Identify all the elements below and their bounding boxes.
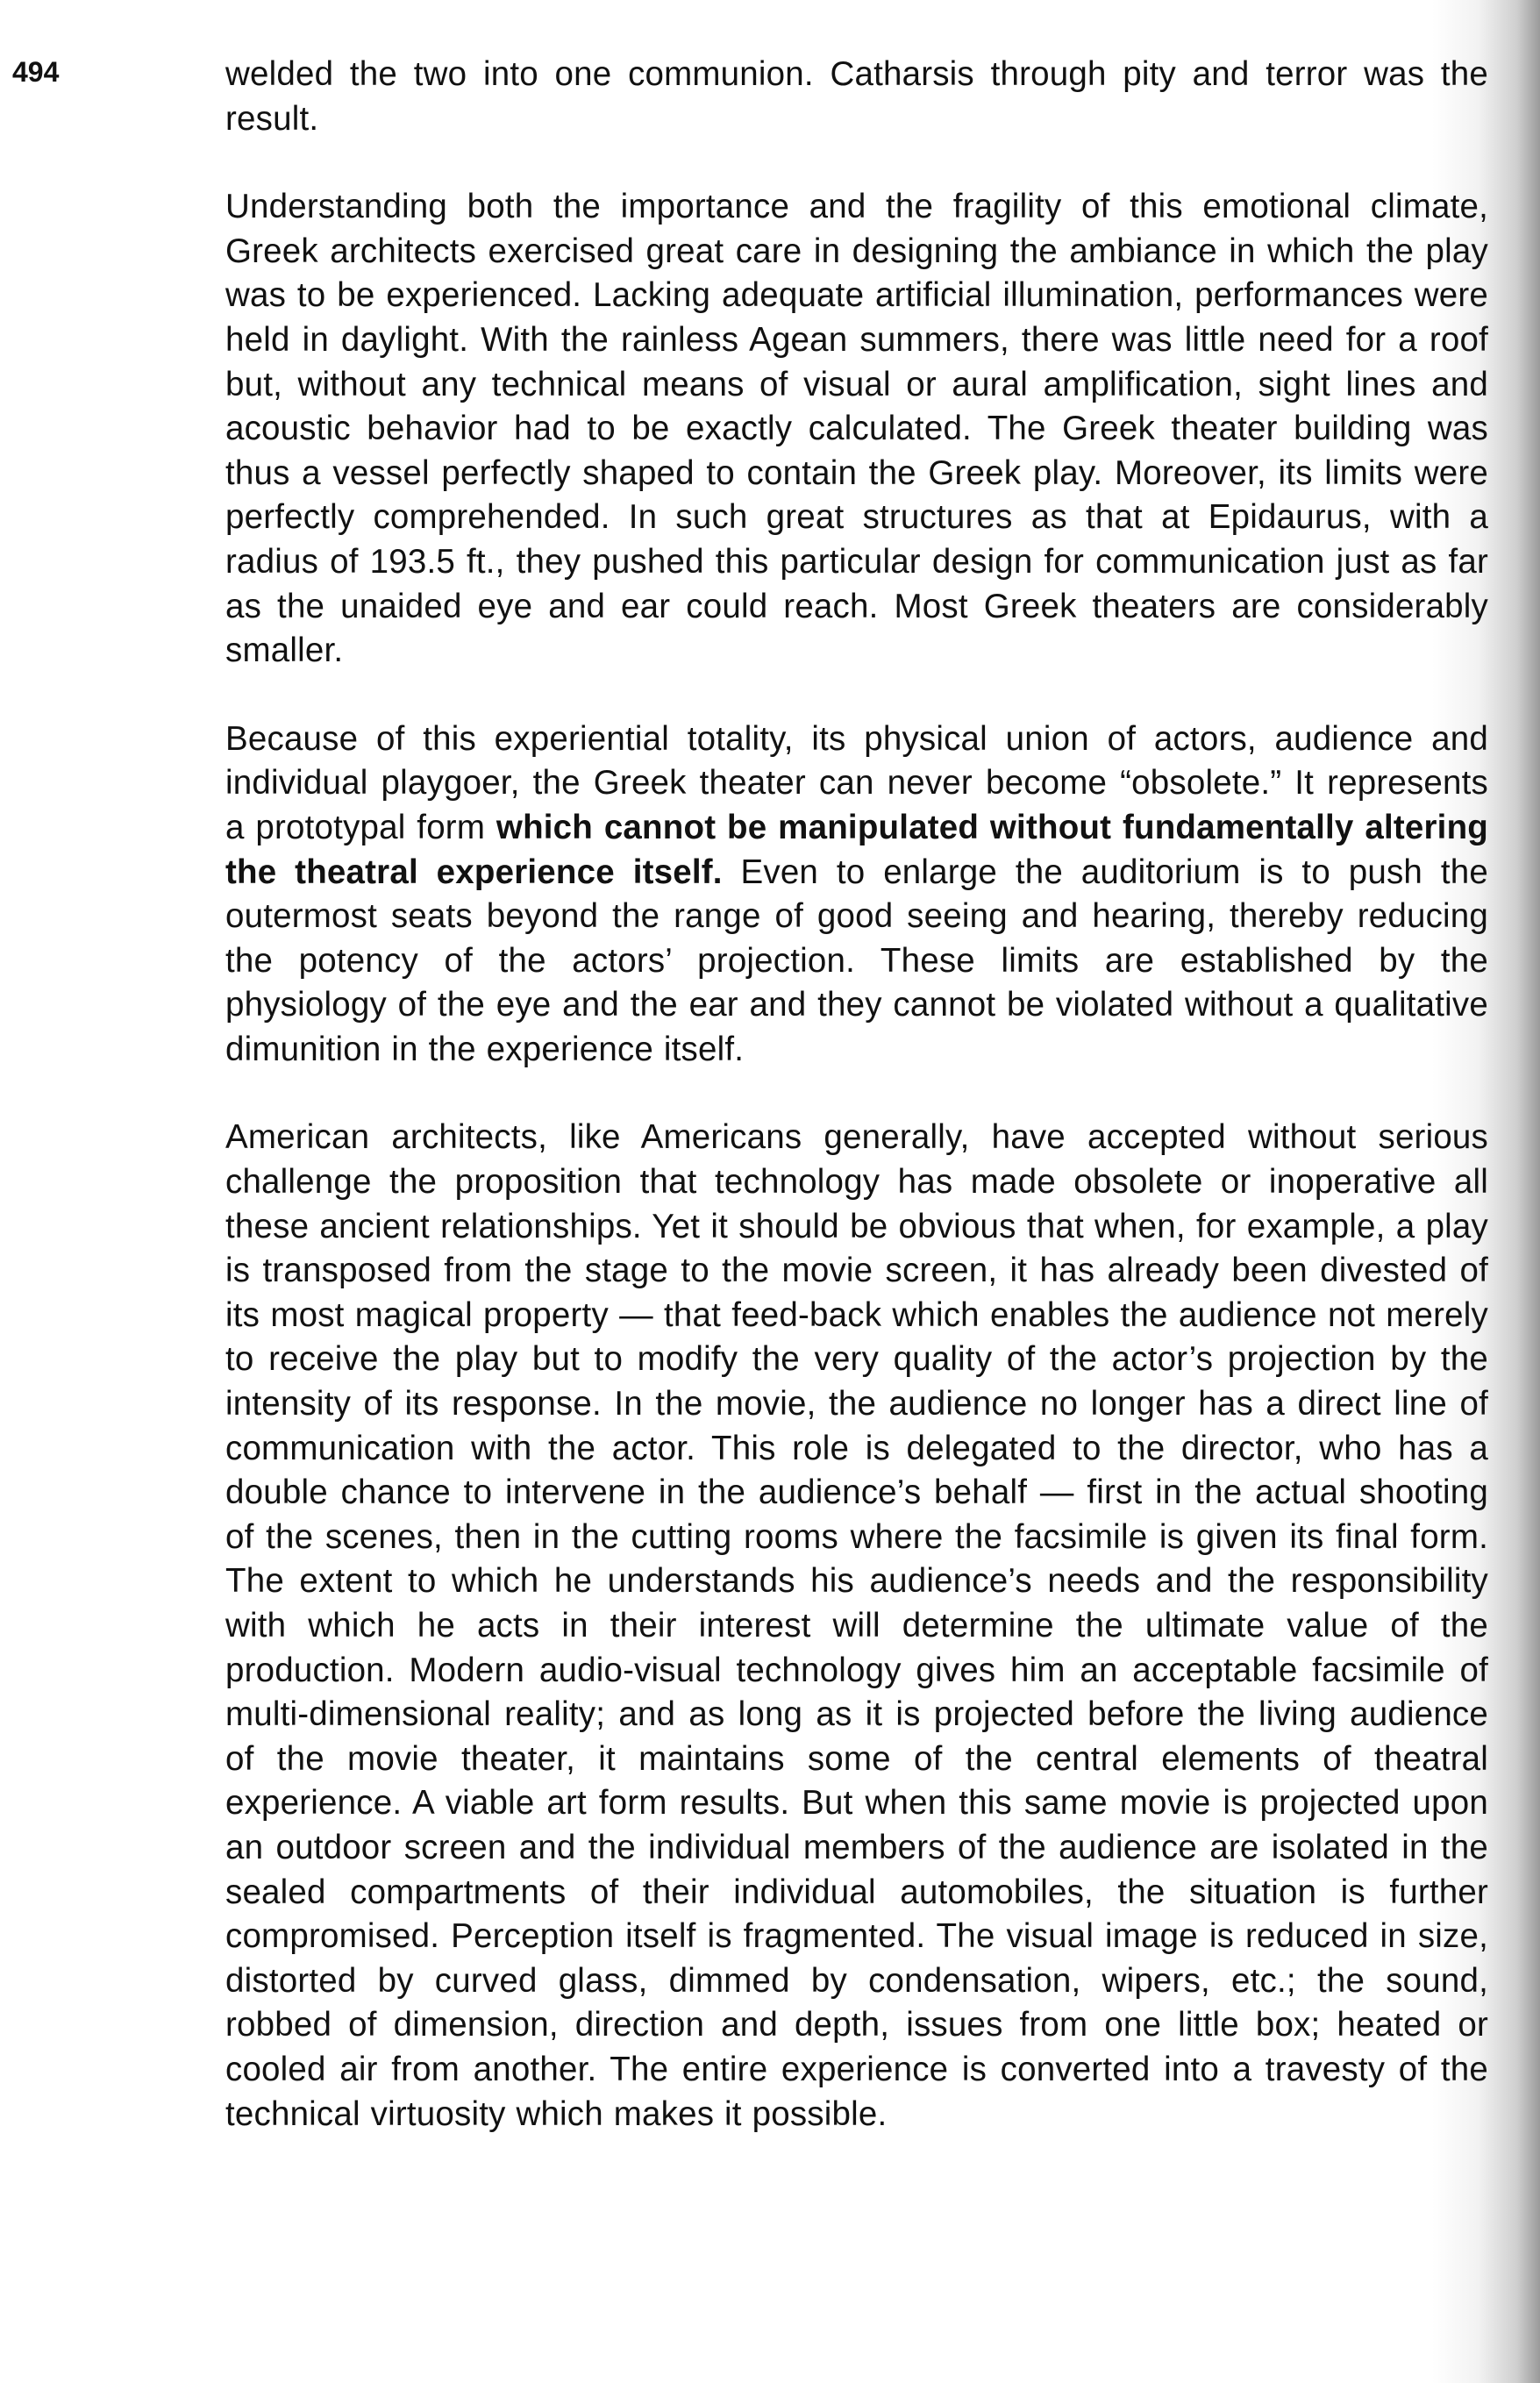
paragraph-3-text-start: Because of this experiential totality, its physical union of actors, audience and individual playgoer, the Greek theater can never become “obsolete.” It represents a prototypal form — [225, 719, 1488, 846]
paragraph-1: welded the two into one communion. Catharsis through pity and terror was the result. — [225, 55, 1488, 138]
paragraph-4: American architects, like Americans generally, have accepted without serious challenge the proposition that technology has made obsolete or inoperative all these ancient relationships. Yet it should be obvious that when, for example, a play is transposed from the stage to the movie screen, it has already been divested of its most magical property — that feed-back which enables the audience not merely to receive the play but to modify the very quality of the actor’s projection by the intensity of its response. In the movie, the audience no longer has a direct line of communication with the actor. This role is delegated to the director, who has a double chance to intervene in the audience’s behalf — first in the actual shooting of the scenes, then in the cutting rooms where the facsimile is given its final form. The extent to which he understands his audience’s needs and the responsibility with which he acts in their interest will determine the ultimate value of the production. Modern audio-visual technology gives him an acceptable facsimile of multi-dimensional reality; and as long as it is projected before the living audience of the movie theater, it maintains some of the central elements of theatral experience. A viable art form results. But when this same movie is projected upon an outdoor screen and the individual members of the audience are isolated in the sealed compartments of their individual automobiles, the situation is further compromised. Perception itself is fragmented. The visual image is reduced in size, distorted by curved glass, dimmed by condensation, wipers, etc.; the sound, robbed of dimension, direction and depth, issues from one little box; heated or cooled air from another. The entire experience is converted into a travesty of the technical virtuosity which makes it possible. — [225, 1118, 1488, 2133]
paragraph-3-bold-emphasis: which cannot be manipulated without fundamentally altering the theatral experience itself. — [225, 808, 1489, 891]
paragraph-2: Understanding both the importance and the fragility of this emotional climate, Greek architects exercised great care in designing the ambiance in which the play was to be experienced. Lacking adequate artificial illumination, performances were held in daylight. With the rainless Agean summers, there was little need for a roof but, without any technical means of visual or aural amplification, sight lines and acoustic behavior had to be exactly calculated. The Greek theater building was thus a vessel perfectly shaped to contain the Greek play. Moreover, its limits were perfectly comprehended. In such great structures as that at Epidaurus, with a radius of 193.5 ft., they pushed this particular design for communication just as far as the unaided eye and ear could reach. Most Greek theaters are considerably smaller. — [225, 188, 1488, 670]
body-text — [225, 53, 1488, 2137]
paragraph-3 — [225, 717, 1488, 1073]
page-number: 494 — [12, 56, 60, 88]
paragraph-3-text-end: Even to enlarge the auditorium is to push the outermost seats beyond the range of good seeing and hearing, thereby reducing the potency of the actors’ projection. These limits are established by the physiology of the eye and the ear and they cannot be violated without a qualitative dimunition in the experience itself. — [225, 853, 1488, 1068]
